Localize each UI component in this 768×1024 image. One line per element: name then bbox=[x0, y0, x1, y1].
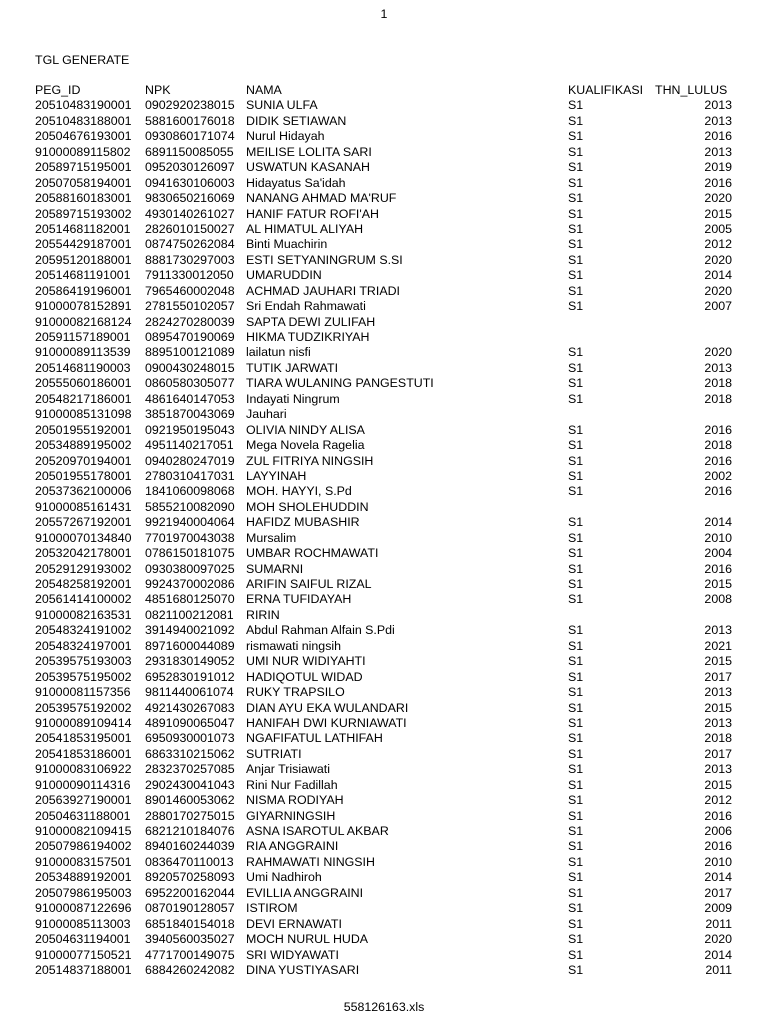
cell-peg-id: 20548324191002 bbox=[35, 623, 132, 638]
cell-thn-lulus: 2020 bbox=[704, 345, 732, 360]
cell-kualifikasi: S1 bbox=[568, 746, 584, 761]
cell-kualifikasi: S1 bbox=[568, 916, 584, 931]
cell-npk: 2826010150027 bbox=[145, 221, 235, 236]
cell-nama: Hidayatus Sa'idah bbox=[246, 175, 346, 190]
cell-nama: HANIFAH DWI KURNIAWATI bbox=[246, 715, 407, 730]
cell-peg-id: 91000089113539 bbox=[35, 345, 131, 360]
cell-peg-id: 20514681190003 bbox=[35, 360, 131, 375]
cell-nama: ERNA TUFIDAYAH bbox=[246, 592, 352, 607]
cell-thn-lulus: 2020 bbox=[704, 283, 732, 298]
cell-thn-lulus: 2004 bbox=[704, 546, 732, 561]
cell-kualifikasi: S1 bbox=[568, 623, 584, 638]
cell-npk: 2902430041043 bbox=[145, 777, 235, 792]
cell-peg-id: 91000085131098 bbox=[35, 407, 132, 422]
cell-npk: 0895470190069 bbox=[145, 330, 235, 344]
cell-peg-id: 20504676193001 bbox=[35, 129, 132, 144]
cell-peg-id: 91000090114316 bbox=[35, 777, 131, 792]
cell-thn-lulus: 2016 bbox=[704, 839, 732, 854]
cell-peg-id: 20588160183001 bbox=[35, 191, 132, 206]
cell-kualifikasi: S1 bbox=[568, 685, 584, 700]
cell-kualifikasi: S1 bbox=[568, 839, 584, 854]
cell-peg-id: 20510483190001 bbox=[35, 98, 132, 113]
cell-nama: HIKMA TUDZIKRIYAH bbox=[246, 330, 370, 344]
cell-npk: 2781550102057 bbox=[145, 299, 235, 314]
cell-peg-id: 20534889195002 bbox=[35, 438, 132, 453]
cell-npk: 9830650216069 bbox=[145, 191, 235, 206]
cell-kualifikasi: S1 bbox=[568, 191, 584, 206]
cell-npk: 6950930001073 bbox=[145, 731, 235, 746]
cell-npk: 6863310215062 bbox=[145, 746, 235, 761]
cell-nama: NANANG AHMAD MA'RUF bbox=[246, 191, 397, 206]
cell-thn-lulus: 2015 bbox=[704, 777, 732, 792]
cell-npk: 0821100212081 bbox=[145, 607, 234, 622]
cell-thn-lulus: 2014 bbox=[704, 947, 732, 962]
cell-npk: 7965460002048 bbox=[145, 283, 235, 298]
cell-peg-id: 91000089115802 bbox=[35, 144, 131, 159]
cell-kualifikasi: S1 bbox=[568, 345, 584, 360]
cell-thn-lulus: 2014 bbox=[704, 515, 732, 530]
cell-kualifikasi: S1 bbox=[568, 947, 584, 962]
cell-kualifikasi: S1 bbox=[568, 700, 584, 715]
cell-npk: 0940280247019 bbox=[145, 453, 235, 468]
cell-kualifikasi: S1 bbox=[568, 854, 584, 869]
cell-peg-id: 91000089109414 bbox=[35, 715, 132, 730]
cell-peg-id: 91000082168124 bbox=[35, 314, 132, 329]
cell-nama: Sri Endah Rahmawati bbox=[246, 299, 366, 314]
cell-thn-lulus: 2018 bbox=[704, 391, 732, 406]
cell-peg-id: 20507986195003 bbox=[35, 885, 132, 900]
cell-npk: 2780310417031 bbox=[145, 468, 235, 483]
cell-npk: 0786150181075 bbox=[145, 546, 235, 561]
cell-thn-lulus: 2017 bbox=[704, 669, 732, 684]
cell-kualifikasi: S1 bbox=[568, 237, 584, 252]
cell-kualifikasi: S1 bbox=[568, 484, 584, 499]
cell-npk: 4921430267083 bbox=[145, 700, 235, 715]
cell-npk: 0836470110013 bbox=[145, 854, 234, 869]
cell-npk: 4891090065047 bbox=[145, 715, 235, 730]
cell-kualifikasi: S1 bbox=[568, 577, 584, 591]
cell-npk: 8940160244039 bbox=[145, 839, 235, 854]
column-header-nama: NAMA bbox=[246, 83, 282, 97]
cell-thn-lulus: 2016 bbox=[704, 808, 732, 823]
cell-peg-id: 91000082109415 bbox=[35, 824, 132, 838]
cell-nama: ISTIROM bbox=[246, 901, 298, 916]
cell-nama: SUNIA ULFA bbox=[246, 98, 318, 113]
cell-thn-lulus: 2021 bbox=[704, 638, 732, 653]
cell-npk: 8901460053062 bbox=[145, 793, 235, 808]
cell-nama: DIDIK SETIAWAN bbox=[246, 113, 347, 128]
cell-kualifikasi: S1 bbox=[568, 885, 584, 900]
cell-nama: AL HIMATUL ALIYAH bbox=[246, 221, 364, 236]
cell-thn-lulus: 2013 bbox=[704, 144, 732, 159]
cell-nama: MOH SHOLEHUDDIN bbox=[246, 499, 369, 514]
cell-npk: 3940560035027 bbox=[145, 932, 235, 947]
cell-nama: USWATUN KASANAH bbox=[246, 160, 370, 175]
cell-npk: 6952830191012 bbox=[145, 669, 235, 684]
cell-nama: NGAFIFATUL LATHIFAH bbox=[246, 731, 383, 746]
cell-peg-id: 20514681182001 bbox=[35, 221, 131, 236]
cell-kualifikasi: S1 bbox=[568, 113, 584, 128]
column-header-peg-id: PEG_ID bbox=[35, 83, 81, 97]
cell-nama: Mursalim bbox=[246, 530, 297, 545]
cell-nama: HANIF FATUR ROFI'AH bbox=[246, 206, 379, 221]
cell-kualifikasi: S1 bbox=[568, 360, 584, 375]
cell-kualifikasi: S1 bbox=[568, 376, 584, 391]
cell-npk: 3851870043069 bbox=[145, 407, 235, 422]
cell-kualifikasi: S1 bbox=[568, 762, 584, 777]
cell-thn-lulus: 2009 bbox=[704, 901, 732, 916]
cell-peg-id: 91000082163531 bbox=[35, 607, 132, 622]
cell-kualifikasi: S1 bbox=[568, 175, 584, 190]
cell-kualifikasi: S1 bbox=[568, 561, 584, 576]
cell-peg-id: 20586419196001 bbox=[35, 283, 132, 298]
cell-nama: lailatun nisfi bbox=[246, 345, 311, 360]
cell-peg-id: 20591157189001 bbox=[35, 330, 131, 344]
cell-thn-lulus: 2020 bbox=[704, 191, 732, 206]
cell-peg-id: 20548324197001 bbox=[35, 638, 132, 653]
cell-thn-lulus: 2015 bbox=[704, 654, 732, 669]
cell-peg-id: 20504631188001 bbox=[35, 808, 131, 823]
cell-peg-id: 20541853195001 bbox=[35, 731, 132, 746]
cell-peg-id: 91000087122696 bbox=[35, 901, 132, 916]
cell-peg-id: 20595120188001 bbox=[35, 252, 132, 267]
column-header-thn-lulus: THN_LULUS bbox=[655, 83, 728, 97]
cell-thn-lulus: 2015 bbox=[704, 577, 732, 591]
cell-npk: 9921940004064 bbox=[145, 515, 235, 530]
cell-thn-lulus: 2006 bbox=[704, 824, 732, 838]
cell-kualifikasi: S1 bbox=[568, 793, 584, 808]
cell-kualifikasi: S1 bbox=[568, 129, 584, 144]
cell-peg-id: 91000077150521 bbox=[35, 947, 132, 962]
cell-kualifikasi: S1 bbox=[568, 901, 584, 916]
cell-nama: DEVI ERNAWATI bbox=[246, 916, 342, 931]
cell-thn-lulus: 2012 bbox=[704, 237, 732, 252]
cell-npk: 8920570258093 bbox=[145, 870, 235, 885]
cell-peg-id: 20557267192001 bbox=[35, 515, 132, 530]
cell-nama: Nurul Hidayah bbox=[246, 129, 325, 144]
cell-npk: 8971600044089 bbox=[145, 638, 235, 653]
cell-nama: Abdul Rahman Alfain S.Pdi bbox=[246, 623, 395, 638]
cell-npk: 4851680125070 bbox=[145, 592, 235, 607]
cell-peg-id: 20510483188001 bbox=[35, 113, 132, 128]
cell-npk: 0921950195043 bbox=[145, 422, 235, 437]
cell-kualifikasi: S1 bbox=[568, 777, 584, 792]
cell-thn-lulus: 2017 bbox=[704, 885, 732, 900]
cell-nama: DIAN AYU EKA WULANDARI bbox=[246, 700, 409, 715]
cell-thn-lulus: 2013 bbox=[704, 113, 732, 128]
cell-thn-lulus: 2016 bbox=[704, 422, 732, 437]
cell-kualifikasi: S1 bbox=[568, 283, 584, 298]
cell-npk: 0900430248015 bbox=[145, 360, 235, 375]
cell-nama: Jauhari bbox=[246, 407, 287, 422]
cell-npk: 2824270280039 bbox=[145, 314, 235, 329]
cell-kualifikasi: S1 bbox=[568, 453, 584, 468]
cell-peg-id: 20537362100006 bbox=[35, 484, 132, 499]
cell-npk: 2832370257085 bbox=[145, 762, 235, 777]
cell-thn-lulus: 2013 bbox=[704, 762, 732, 777]
cell-thn-lulus: 2016 bbox=[704, 129, 732, 144]
cell-peg-id: 91000085113003 bbox=[35, 916, 131, 931]
cell-nama: ZUL FITRIYA NINGSIH bbox=[246, 453, 374, 468]
cell-thn-lulus: 2020 bbox=[704, 252, 732, 267]
cell-npk: 4861640147053 bbox=[145, 391, 235, 406]
cell-peg-id: 20507058194001 bbox=[35, 175, 132, 190]
cell-thn-lulus: 2020 bbox=[704, 932, 732, 947]
cell-nama: ESTI SETYANINGRUM S.SI bbox=[246, 252, 403, 267]
cell-peg-id: 91000085161431 bbox=[35, 499, 132, 514]
cell-npk: 0941630106003 bbox=[145, 175, 235, 190]
cell-thn-lulus: 2010 bbox=[704, 530, 732, 545]
cell-npk: 8881730297003 bbox=[145, 252, 235, 267]
cell-peg-id: 20539575192002 bbox=[35, 700, 132, 715]
cell-kualifikasi: S1 bbox=[568, 932, 584, 947]
cell-kualifikasi: S1 bbox=[568, 299, 584, 314]
cell-peg-id: 20534889192001 bbox=[35, 870, 132, 885]
cell-kualifikasi: S1 bbox=[568, 654, 584, 669]
cell-kualifikasi: S1 bbox=[568, 98, 584, 113]
cell-peg-id: 20514681191001 bbox=[35, 268, 131, 283]
cell-npk: 4771700149075 bbox=[145, 947, 235, 962]
cell-npk: 6884260242082 bbox=[145, 962, 235, 977]
cell-nama: TIARA WULANING PANGESTUTI bbox=[246, 376, 434, 391]
cell-nama: ACHMAD JAUHARI TRIADI bbox=[246, 283, 400, 298]
cell-thn-lulus: 2013 bbox=[704, 98, 732, 113]
cell-kualifikasi: S1 bbox=[568, 669, 584, 684]
cell-peg-id: 20532042178001 bbox=[35, 546, 132, 561]
cell-thn-lulus: 2019 bbox=[704, 160, 732, 175]
cell-npk: 9924370002086 bbox=[145, 577, 235, 591]
cell-nama: NISMA RODIYAH bbox=[246, 793, 344, 808]
cell-kualifikasi: S1 bbox=[568, 160, 584, 175]
column-header-kualifikasi: KUALIFIKASI bbox=[568, 83, 644, 97]
cell-nama: Indayati Ningrum bbox=[246, 391, 340, 406]
cell-thn-lulus: 2018 bbox=[704, 438, 732, 453]
cell-kualifikasi: S1 bbox=[568, 638, 584, 653]
cell-nama: SAPTA DEWI ZULIFAH bbox=[246, 314, 376, 329]
cell-kualifikasi: S1 bbox=[568, 808, 584, 823]
cell-nama: RIA ANGGRAINI bbox=[246, 839, 339, 854]
cell-peg-id: 91000070134840 bbox=[35, 530, 132, 545]
cell-peg-id: 20548258192001 bbox=[35, 577, 132, 591]
cell-thn-lulus: 2016 bbox=[704, 175, 732, 190]
cell-kualifikasi: S1 bbox=[568, 962, 584, 977]
cell-peg-id: 20541853186001 bbox=[35, 746, 132, 761]
cell-nama: ARIFIN SAIFUL RIZAL bbox=[246, 577, 372, 591]
cell-npk: 7701970043038 bbox=[145, 530, 235, 545]
cell-peg-id: 20520970194001 bbox=[35, 453, 132, 468]
cell-thn-lulus: 2002 bbox=[704, 468, 732, 483]
cell-thn-lulus: 2011 bbox=[705, 962, 732, 977]
cell-thn-lulus: 2007 bbox=[704, 299, 732, 314]
cell-npk: 7911330012050 bbox=[145, 268, 234, 283]
cell-thn-lulus: 2015 bbox=[704, 206, 732, 221]
cell-nama: RAHMAWATI NINGSIH bbox=[246, 854, 375, 869]
footer-filename: 558126163.xls bbox=[343, 1000, 425, 1014]
generate-label: TGL GENERATE bbox=[35, 53, 130, 67]
cell-thn-lulus: 2011 bbox=[705, 916, 732, 931]
cell-nama: rismawati ningsih bbox=[246, 638, 342, 653]
cell-peg-id: 91000083106922 bbox=[35, 762, 132, 777]
cell-nama: UMBAR ROCHMAWATI bbox=[246, 546, 379, 561]
page-number: 1 bbox=[380, 7, 388, 21]
cell-peg-id: 20555060186001 bbox=[35, 376, 132, 391]
cell-peg-id: 20504631194001 bbox=[35, 932, 131, 947]
cell-nama: RIRIN bbox=[246, 607, 280, 622]
cell-peg-id: 20561414100002 bbox=[35, 592, 132, 607]
cell-kualifikasi: S1 bbox=[568, 422, 584, 437]
cell-nama: UMI NUR WIDIYAHTI bbox=[246, 654, 366, 669]
cell-nama: MOCH NURUL HUDA bbox=[246, 932, 369, 947]
cell-nama: HADIQOTUL WIDAD bbox=[246, 669, 363, 684]
cell-kualifikasi: S1 bbox=[568, 731, 584, 746]
cell-npk: 2880170275015 bbox=[145, 808, 235, 823]
cell-npk: 1841060098068 bbox=[145, 484, 235, 499]
cell-nama: SUTRIATI bbox=[246, 746, 302, 761]
cell-nama: HAFIDZ MUBASHIR bbox=[246, 515, 360, 530]
cell-kualifikasi: S1 bbox=[568, 252, 584, 267]
cell-npk: 0870190128057 bbox=[145, 901, 235, 916]
cell-thn-lulus: 2014 bbox=[704, 870, 732, 885]
cell-thn-lulus: 2014 bbox=[704, 268, 732, 283]
cell-npk: 4930140261027 bbox=[145, 206, 235, 221]
cell-kualifikasi: S1 bbox=[568, 144, 584, 159]
cell-peg-id: 20501955178001 bbox=[35, 468, 132, 483]
cell-nama: MEILISE LOLITA SARI bbox=[246, 144, 372, 159]
cell-peg-id: 20507986194002 bbox=[35, 839, 132, 854]
cell-kualifikasi: S1 bbox=[568, 221, 584, 236]
cell-nama: ASNA ISAROTUL AKBAR bbox=[246, 824, 389, 838]
cell-peg-id: 91000081157356 bbox=[35, 685, 131, 700]
cell-npk: 5855210082090 bbox=[145, 499, 235, 514]
cell-peg-id: 20514837188001 bbox=[35, 962, 132, 977]
cell-nama: UMARUDDIN bbox=[246, 268, 322, 283]
cell-npk: 6821210184076 bbox=[145, 824, 235, 838]
cell-peg-id: 20529129193002 bbox=[35, 561, 132, 576]
cell-thn-lulus: 2018 bbox=[704, 376, 732, 391]
cell-kualifikasi: S1 bbox=[568, 515, 584, 530]
cell-npk: 5881600176018 bbox=[145, 113, 235, 128]
cell-peg-id: 20501955192001 bbox=[35, 422, 132, 437]
cell-nama: RUKY TRAPSILO bbox=[246, 685, 345, 700]
cell-peg-id: 20539575193003 bbox=[35, 654, 132, 669]
cell-npk: 6891150085055 bbox=[145, 144, 234, 159]
cell-kualifikasi: S1 bbox=[568, 468, 584, 483]
cell-kualifikasi: S1 bbox=[568, 824, 584, 838]
cell-nama: MOH. HAYYI, S.Pd bbox=[246, 484, 352, 499]
cell-peg-id: 91000083157501 bbox=[35, 854, 132, 869]
cell-npk: 0902920238015 bbox=[145, 98, 235, 113]
cell-peg-id: 20539575195002 bbox=[35, 669, 132, 684]
cell-peg-id: 20589715195001 bbox=[35, 160, 132, 175]
cell-nama: Rini Nur Fadillah bbox=[246, 777, 338, 792]
cell-peg-id: 20554429187001 bbox=[35, 237, 132, 252]
cell-kualifikasi: S1 bbox=[568, 592, 584, 607]
cell-npk: 6851840154018 bbox=[145, 916, 235, 931]
cell-nama: Anjar Trisiawati bbox=[246, 762, 331, 777]
cell-peg-id: 20563927190001 bbox=[35, 793, 132, 808]
cell-nama: LAYYINAH bbox=[246, 468, 307, 483]
cell-thn-lulus: 2013 bbox=[704, 685, 732, 700]
cell-kualifikasi: S1 bbox=[568, 391, 584, 406]
cell-npk: 0930860171074 bbox=[145, 129, 235, 144]
cell-kualifikasi: S1 bbox=[568, 438, 584, 453]
cell-peg-id: 20589715193002 bbox=[35, 206, 132, 221]
cell-peg-id: 20548217186001 bbox=[35, 391, 132, 406]
cell-kualifikasi: S1 bbox=[568, 870, 584, 885]
cell-npk: 6952200162044 bbox=[145, 885, 235, 900]
cell-thn-lulus: 2013 bbox=[704, 360, 732, 375]
cell-kualifikasi: S1 bbox=[568, 715, 584, 730]
cell-thn-lulus: 2015 bbox=[704, 700, 732, 715]
cell-kualifikasi: S1 bbox=[568, 530, 584, 545]
cell-npk: 2931830149052 bbox=[145, 654, 235, 669]
cell-npk: 9811440061074 bbox=[145, 685, 234, 700]
cell-thn-lulus: 2013 bbox=[704, 623, 732, 638]
cell-peg-id: 91000078152891 bbox=[35, 299, 132, 314]
cell-nama: Binti Muachirin bbox=[246, 237, 328, 252]
cell-nama: TUTIK JARWATI bbox=[246, 360, 339, 375]
cell-nama: DINA YUSTIYASARI bbox=[246, 962, 360, 977]
cell-kualifikasi: S1 bbox=[568, 546, 584, 561]
cell-thn-lulus: 2013 bbox=[704, 715, 732, 730]
cell-thn-lulus: 2016 bbox=[704, 484, 732, 499]
cell-nama: Mega Novela Ragelia bbox=[246, 438, 365, 453]
cell-thn-lulus: 2010 bbox=[704, 854, 732, 869]
cell-thn-lulus: 2018 bbox=[704, 731, 732, 746]
cell-thn-lulus: 2008 bbox=[704, 592, 732, 607]
cell-npk: 3914940021092 bbox=[145, 623, 235, 638]
cell-npk: 8895100121089 bbox=[145, 345, 235, 360]
cell-thn-lulus: 2016 bbox=[704, 561, 732, 576]
cell-npk: 0874750262084 bbox=[145, 237, 235, 252]
cell-nama: EVILLIA ANGGRAINI bbox=[246, 885, 364, 900]
cell-npk: 0952030126097 bbox=[145, 160, 235, 175]
cell-thn-lulus: 2016 bbox=[704, 453, 732, 468]
cell-npk: 0860580305077 bbox=[145, 376, 235, 391]
cell-nama: GIYARNINGSIH bbox=[246, 808, 336, 823]
cell-thn-lulus: 2005 bbox=[704, 221, 732, 236]
cell-npk: 0930380097025 bbox=[145, 561, 235, 576]
cell-thn-lulus: 2017 bbox=[704, 746, 732, 761]
column-header-npk: NPK bbox=[145, 83, 171, 97]
cell-nama: OLIVIA NINDY ALISA bbox=[246, 422, 365, 437]
cell-nama: Umi Nadhiroh bbox=[246, 870, 322, 885]
cell-nama: SRI WIDYAWATI bbox=[246, 947, 339, 962]
cell-npk: 4951140217051 bbox=[145, 438, 234, 453]
cell-nama: SUMARNI bbox=[246, 561, 304, 576]
cell-kualifikasi: S1 bbox=[568, 268, 584, 283]
cell-kualifikasi: S1 bbox=[568, 206, 584, 221]
cell-thn-lulus: 2012 bbox=[704, 793, 732, 808]
